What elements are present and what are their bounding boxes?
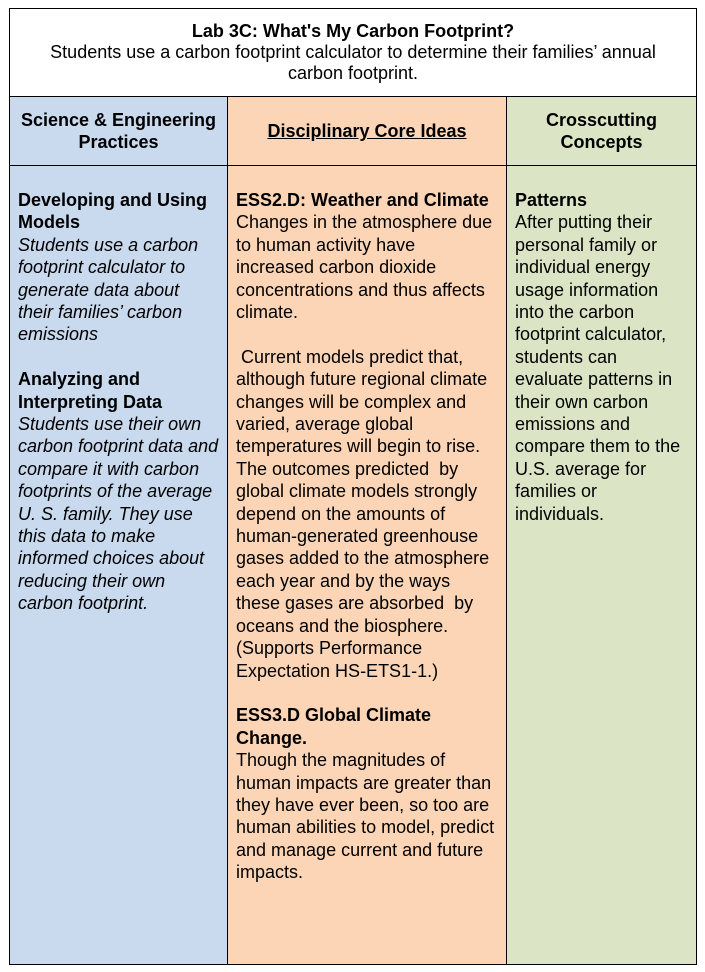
header-core-ideas: [228, 97, 507, 166]
core-idea-1-heading: ESS2.D: Weather and Climate: [236, 190, 489, 210]
core-idea-1-text-2: Current models predict that, although future regional climate changes will be complex and varied, average global temperatures will begin to rise. The outcomes predicted by global climate models strongly depend on the amounts of human-generated greenhouse gases added to the atmosphere each year and by the ways these gases are absorbed by oceans and the biosphere. (Supports Performance Expectation HS-ETS1-1.): [236, 346, 495, 681]
header-practices-label: Science & Engineering Practices: [20, 110, 217, 152]
header-crosscutting-label: Crosscutting Concepts: [546, 110, 658, 152]
practice-2-heading: Analyzing and Interpreting Data: [18, 369, 163, 412]
title-cell: [10, 9, 697, 97]
header-practices: [10, 97, 228, 166]
practices-cell: [10, 166, 228, 965]
core-idea-1-text: Changes in the atmosphere due to human activity have increased carbon dioxide concentrations and thus affects climate.: [236, 212, 493, 323]
header-crosscutting: [507, 97, 697, 166]
lab-subtitle: Students use a carbon footprint calculator to determine their families’ annual carbon footprint.: [50, 42, 656, 83]
practice-1-text: Students use a carbon footprint calculator to generate data about their families’ carbon emissions: [18, 234, 199, 345]
core-ideas-cell: [228, 166, 507, 965]
crosscutting-1-heading: Patterns: [515, 190, 588, 210]
lab-title: Lab 3C: What's My Carbon Footprint?: [191, 21, 515, 41]
lab-document: [9, 8, 696, 963]
practice-2-text: Students use their own carbon footprint data and compare it with carbon footprints of the average U. S. family. They use this data to make informed choices about reducing their own carbon footprint.: [18, 414, 219, 614]
crosscutting-cell: [507, 166, 697, 965]
crosscutting-1-text: After putting their personal family or individual energy usage information into the carbon footprint calculator, students can evaluate patterns in their own carbon emissions and compare them to the U.S. average for families or individuals.: [515, 212, 681, 524]
practice-1-heading: Developing and Using Models: [18, 190, 208, 233]
core-idea-2-text: Though the magnitudes of human impacts are greater than they have ever been, so too are human abilities to model, predict and manage current and future impacts.: [236, 750, 495, 883]
core-idea-2-heading: ESS3.D Global Climate Change.: [236, 705, 432, 748]
lab-table: [9, 8, 697, 965]
header-core-ideas-label: Disciplinary Core Ideas: [267, 121, 467, 141]
